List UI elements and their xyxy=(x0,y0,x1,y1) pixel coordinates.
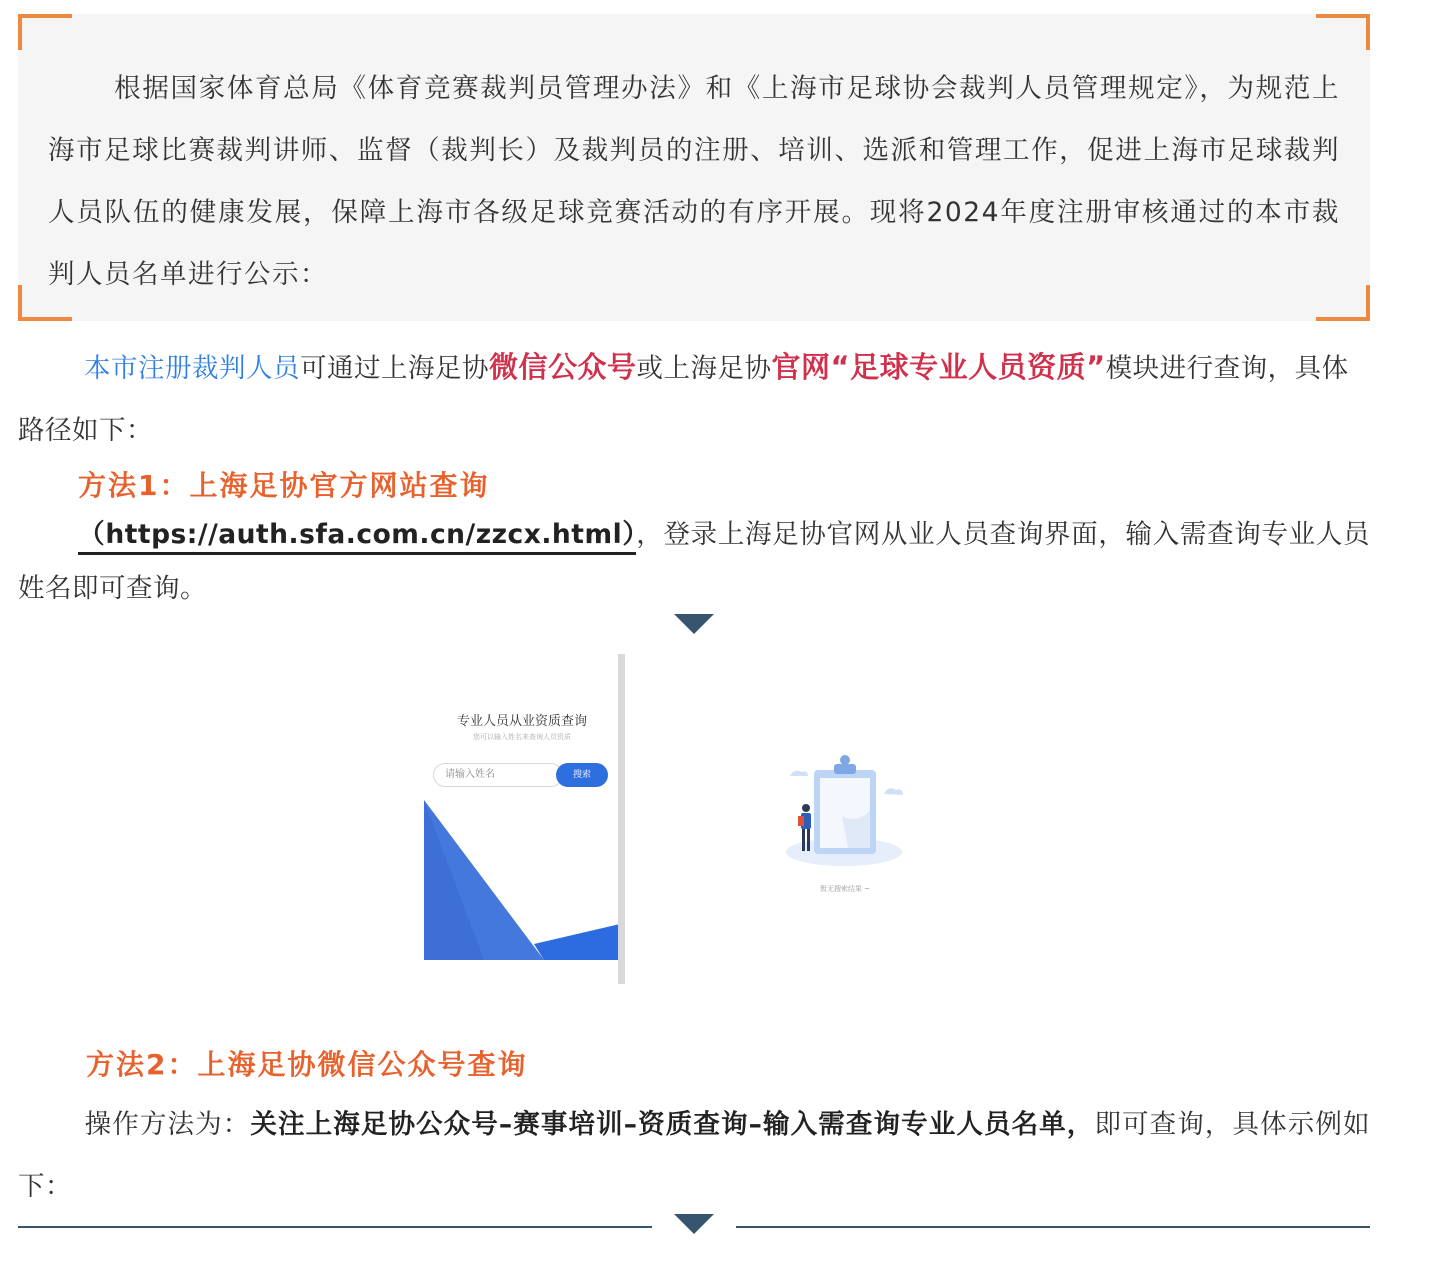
method2-heading: 方法2：上海足协微信公众号查询 xyxy=(86,1048,528,1081)
divider-left xyxy=(18,1226,652,1228)
query-intro-paragraph: 本市注册裁判人员可通过上海足协微信公众号或上海足协官网“足球专业人员资质”模块进行查询，具体路径如下： xyxy=(18,350,1349,446)
method2-paragraph: 操作方法为：关注上海足协公众号–赛事培训–资质查询–输入需查询专业人员名单，即可查询，具体示例如下： xyxy=(18,1109,1371,1202)
empty-clipboard-icon xyxy=(784,752,908,872)
intro-paragraph: 根据国家体育总局《体育竞赛裁判员管理办法》和《上海市足球协会裁判人员管理规定》，为规范上海市足球比赛裁判讲师、监督（裁判长）及裁判员的注册、培训、选派和管理工作，促进上海市足球裁判人员队伍的健康发展，保障上海市各级足球竞赛活动的有序开展。现将2024年度注册审核通过的本市裁判人员名单进行公示： xyxy=(48,73,1340,290)
corner-decoration xyxy=(18,14,72,50)
search-subtitle: 您可以输入姓名来查询人员资质 xyxy=(473,733,571,741)
wechat-highlight: 微信公众号 xyxy=(489,350,637,384)
corner-decoration xyxy=(1316,14,1370,50)
intro-box xyxy=(18,14,1370,321)
search-title: 专业人员从业资质查询 xyxy=(456,714,587,729)
search-button[interactable]: 搜索 xyxy=(556,763,608,787)
arrow-down-icon xyxy=(674,1214,714,1234)
decorative-background xyxy=(424,654,620,960)
website-highlight: 官网“足球专业人员资质” xyxy=(771,350,1106,384)
arrow-down-icon xyxy=(674,614,714,634)
method2-steps: 关注上海足协公众号–赛事培训–资质查询–输入需查询专业人员名单， xyxy=(250,1109,1095,1140)
screenshot-divider xyxy=(618,654,625,984)
method1-heading: 方法1：上海足协官方网站查询 xyxy=(78,469,490,502)
empty-result-text: 暂无搜索结果 ~ xyxy=(819,885,871,893)
official-site-link[interactable]: （https://auth.sfa.com.cn/zzcx.html） xyxy=(78,519,636,555)
name-input[interactable]: 请输入姓名 xyxy=(433,763,563,787)
divider-right xyxy=(736,1226,1370,1228)
registered-referees-highlight: 本市注册裁判人员 xyxy=(84,353,300,384)
method1-paragraph: （https://auth.sfa.com.cn/zzcx.html），登录上海足协官网从业人员查询界面，输入需查询专业人员姓名即可查询。 xyxy=(18,519,1371,604)
search-page-screenshot xyxy=(424,654,620,960)
